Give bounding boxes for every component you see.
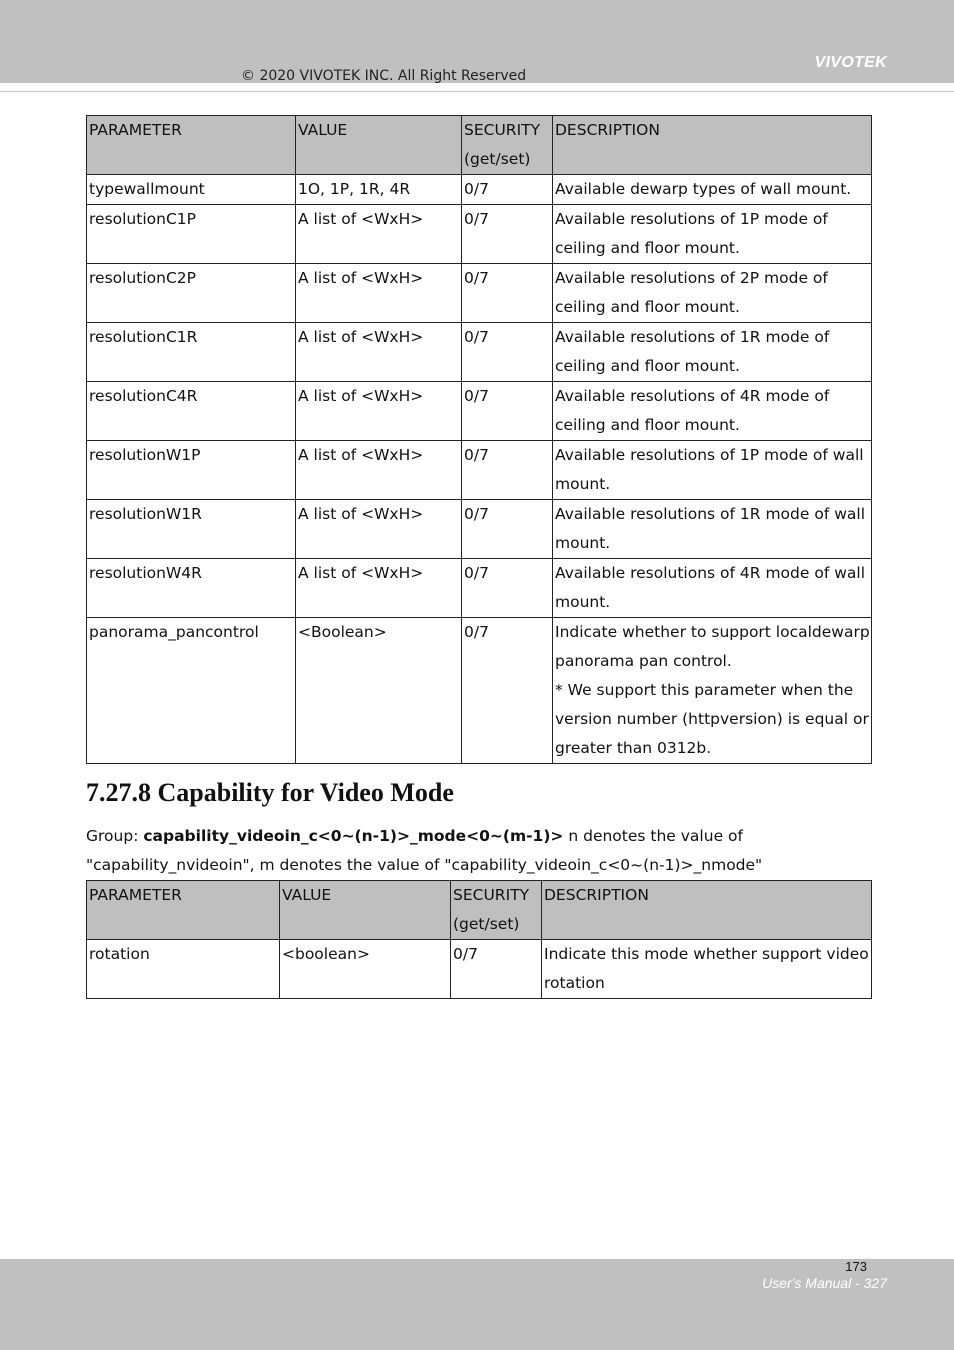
value-cell-text: <Boolean>	[298, 623, 387, 641]
group-desc: n denotes the value of "capability_nvideoin", m denotes the value of "capability_videoin_c<0~(n-1)>_nmode"	[86, 827, 763, 874]
footer-band	[0, 1259, 954, 1350]
security-cell	[462, 500, 553, 559]
table-row	[87, 500, 872, 559]
table-row	[87, 441, 872, 500]
security-cell-text: 0/7	[464, 269, 489, 287]
description-note: * We support this parameter when the version number (httpversion) is equal or greater than 0312b.	[555, 681, 869, 757]
parameter-cell	[87, 175, 296, 205]
description-cell-text: Indicate this mode whether support video rotation	[544, 945, 869, 992]
group-description	[86, 822, 876, 880]
table-row	[87, 382, 872, 441]
table-row	[87, 323, 872, 382]
parameter-cell-text: panorama_pancontrol	[89, 623, 259, 641]
value-cell-text: A list of <WxH>	[298, 564, 424, 582]
value-cell	[296, 264, 462, 323]
parameter-cell-text: resolutionW1R	[89, 505, 202, 523]
security-cell	[462, 382, 553, 441]
description-cell	[542, 940, 872, 999]
description-cell	[553, 175, 872, 205]
security-cell-text: 0/7	[464, 210, 489, 228]
value-cell-text: A list of <WxH>	[298, 210, 424, 228]
value-cell	[296, 559, 462, 618]
table-row	[87, 940, 872, 999]
table-header-row	[87, 116, 872, 175]
parameter-cell	[87, 323, 296, 382]
description-cell-text: Available resolutions of 4R mode of wall mount.	[555, 564, 865, 611]
table-row	[87, 264, 872, 323]
description-cell-text: Available resolutions of 2P mode of ceiling and floor mount.	[555, 269, 828, 316]
column-header-security: SECURITY (get/set)	[462, 116, 553, 175]
parameter-cell	[87, 559, 296, 618]
parameter-cell-text: resolutionC4R	[89, 387, 198, 405]
parameter-cell	[87, 205, 296, 264]
parameter-cell-text: resolutionC1P	[89, 210, 196, 228]
value-cell	[296, 500, 462, 559]
table-header-row	[87, 881, 872, 940]
parameter-cell-text: resolutionW4R	[89, 564, 202, 582]
value-cell-text: A list of <WxH>	[298, 505, 424, 523]
security-cell	[451, 940, 542, 999]
description-cell	[553, 618, 872, 764]
description-cell-text: Available resolutions of 4R mode of ceiling and floor mount.	[555, 387, 830, 434]
description-cell-text: Available resolutions of 1R mode of ceiling and floor mount.	[555, 328, 830, 375]
manual-page-label: User's Manual - 327	[762, 1275, 887, 1291]
value-cell-text: A list of <WxH>	[298, 387, 424, 405]
description-cell-text: Available resolutions of 1P mode of wall mount.	[555, 446, 864, 493]
security-cell-text: 0/7	[464, 328, 489, 346]
description-cell	[553, 264, 872, 323]
column-header-description: DESCRIPTION	[553, 116, 872, 175]
column-header-value: VALUE	[280, 881, 451, 940]
parameter-cell	[87, 264, 296, 323]
security-cell	[462, 441, 553, 500]
security-cell	[462, 559, 553, 618]
page-number: 173	[845, 1259, 867, 1274]
description-cell-text: Indicate whether to support localdewarp panorama pan control.	[555, 623, 870, 670]
value-cell-text: <boolean>	[282, 945, 370, 963]
value-cell	[296, 441, 462, 500]
security-cell	[462, 323, 553, 382]
description-cell-text: Available dewarp types of wall mount.	[555, 180, 852, 198]
parameter-cell-text: rotation	[89, 945, 150, 963]
value-cell	[296, 323, 462, 382]
security-cell	[462, 264, 553, 323]
description-cell	[553, 559, 872, 618]
value-cell	[296, 175, 462, 205]
security-cell-text: 0/7	[464, 505, 489, 523]
description-cell-text: Available resolutions of 1R mode of wall mount.	[555, 505, 865, 552]
table-row	[87, 559, 872, 618]
value-cell	[280, 940, 451, 999]
parameters-table-wall-mount	[86, 115, 872, 764]
value-cell	[296, 205, 462, 264]
security-cell	[462, 175, 553, 205]
column-header-security: SECURITY (get/set)	[451, 881, 542, 940]
parameter-cell	[87, 940, 280, 999]
table-row	[87, 618, 872, 764]
security-cell-text: 0/7	[464, 387, 489, 405]
parameter-cell-text: typewallmount	[89, 180, 205, 198]
value-cell-text: A list of <WxH>	[298, 269, 424, 287]
parameter-cell-text: resolutionC1R	[89, 328, 198, 346]
description-cell-text: Available resolutions of 1P mode of ceiling and floor mount.	[555, 210, 828, 257]
security-cell-text: 0/7	[464, 564, 489, 582]
column-header-parameter: PARAMETER	[87, 116, 296, 175]
value-cell	[296, 382, 462, 441]
description-cell	[553, 441, 872, 500]
security-cell-text: 0/7	[464, 180, 489, 198]
copyright-text: © 2020 VIVOTEK INC. All Right Reserved	[241, 68, 527, 84]
security-cell-text: 0/7	[464, 446, 489, 464]
column-header-value: VALUE	[296, 116, 462, 175]
group-prefix: Group:	[86, 827, 144, 845]
parameter-cell	[87, 500, 296, 559]
parameter-cell	[87, 382, 296, 441]
group-name: capability_videoin_c<0~(n-1)>_mode<0~(m-1)>	[143, 827, 564, 845]
table-row	[87, 205, 872, 264]
parameter-cell-text: resolutionW1P	[89, 446, 201, 464]
brand-logo: VIVOTEK	[814, 54, 887, 71]
table-row	[87, 175, 872, 205]
value-cell-text: A list of <WxH>	[298, 446, 424, 464]
column-header-parameter: PARAMETER	[87, 881, 280, 940]
description-cell	[553, 323, 872, 382]
section-title: 7.27.8 Capability for Video Mode	[86, 778, 454, 807]
parameter-cell	[87, 441, 296, 500]
security-cell	[462, 205, 553, 264]
parameter-cell-text: resolutionC2P	[89, 269, 196, 287]
security-cell-text: 0/7	[453, 945, 478, 963]
column-header-description: DESCRIPTION	[542, 881, 872, 940]
description-cell	[553, 205, 872, 264]
description-cell	[553, 382, 872, 441]
description-cell	[553, 500, 872, 559]
value-cell-text: 1O, 1P, 1R, 4R	[298, 180, 411, 198]
header-divider	[0, 91, 954, 92]
value-cell	[296, 618, 462, 764]
parameter-cell	[87, 618, 296, 764]
value-cell-text: A list of <WxH>	[298, 328, 424, 346]
security-cell	[462, 618, 553, 764]
parameters-table-video-mode	[86, 880, 872, 999]
security-cell-text: 0/7	[464, 623, 489, 641]
